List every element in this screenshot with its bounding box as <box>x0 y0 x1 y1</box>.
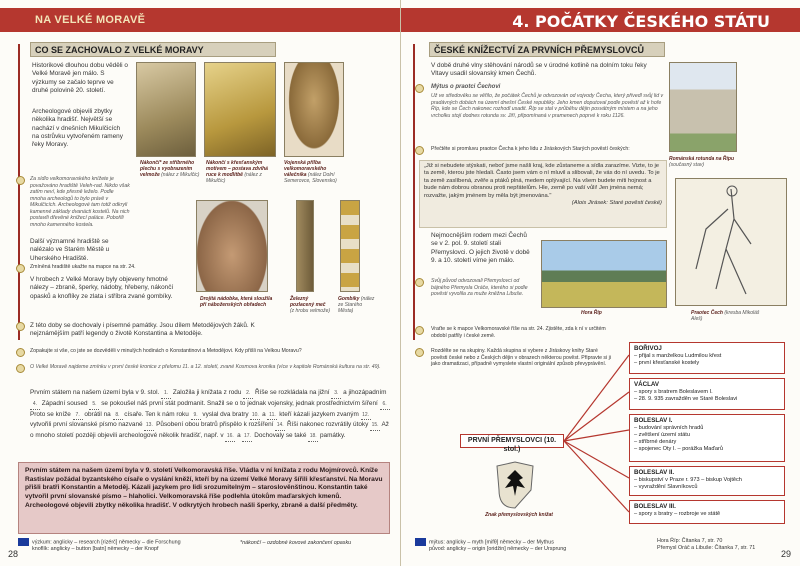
blank[interactable]: 14. <box>275 422 285 431</box>
caption-cech: Praotec Čech (kresba Mikoláš Aleš) <box>691 310 760 322</box>
chronicle-icon <box>16 364 25 373</box>
first-premyslids-label: PRVNÍ PŘEMYSLOVCI (10. stol.) <box>460 434 564 448</box>
strap-end-christian-photo <box>204 62 276 157</box>
blank[interactable]: 17. <box>242 433 252 442</box>
reader-references: Hora Říp: Čítanka 7, str. 70 Přemysl Oráč a Libuše: Čítanka 7, str. 71 <box>657 538 756 552</box>
eagle-crest-icon <box>493 458 537 510</box>
left-page-number: 28 <box>8 549 19 559</box>
map-reference: Zmíněná hradiště ukažte na mapce na str. 24. <box>30 264 136 270</box>
ruler-boleslav-2: BOLESLAV II. – biskupství v Praze r. 973 – biskup Vojtěch – vyvraždění Slavníkovců <box>629 466 785 496</box>
right-page-number: 29 <box>781 549 792 559</box>
right-page <box>400 0 800 566</box>
right-vocabulary: mýtus: anglicky – myth [mifθ] německy – der Mythus původ: anglicky – origin [oridžin] německy – der Ursprung <box>415 538 566 553</box>
caption-gombiky: Gombíky (nález ze Starého Města) <box>338 296 375 314</box>
right-section-title: ČESKÉ KNÍŽECTVÍ ZA PRVNÍCH PŘEMYSLOVCŮ <box>429 42 665 57</box>
left-vocabulary: výzkum: anglicky – research [rizérč] německy – die Forschung knoflík: anglicky – button [batn] německy – der Knopf <box>18 538 181 553</box>
ruler-vaclav: VÁCLAV – spory s bratrem Boleslavem I. – 28. 9. 935 zavražděn ve Staré Boleslavi <box>629 378 785 410</box>
blank[interactable]: 12. <box>361 412 371 421</box>
right-band-title: 4. POČÁTKY ČESKÉHO STÁTU <box>512 12 770 31</box>
mikulcice-note: Za sídlo velkomoravského knížete je považováno hradiště Veleh-rad. Nikdo však zatím neví, kde přesně leželo. Podle mnoha archeologů to bylo právě v Mikulčicích. Archeologové tam totiž odkryli kamenné základy dvanácti kostelů. Na nich postavili dřevěné knížecí paláce. Pobořili mnoho kamenného kostela. <box>30 176 130 228</box>
pupils-icon <box>16 322 25 331</box>
double-vessel-photo <box>196 200 268 292</box>
ruler-boleslav-3: BOLESLAV III. – spory s bratry – rozbroje ve státě <box>629 500 785 524</box>
note-icon <box>16 176 25 185</box>
group-task: Rozdělte se na skupiny. Každá skupina si vybere z Jiráskovy knihy Staré pověsti české nebo z Českých dějin v obrazech některou pověst. Připravte si ji jako dramatizaci, případně vymyslete vlastní originální způsob převyprávění. <box>431 348 611 367</box>
writing-text: Z této doby se dochovaly i písemné památky. Jsou dílem Metodějových žáků. K nejznámějším patří legendy o životě Konstantina a Metoděje. <box>30 322 255 338</box>
myth-title: Mýtus o praotci Čechovi <box>431 84 501 90</box>
caption-vessel: Drojitá nádobka, která sloužila při náboženských obřadech <box>200 296 273 308</box>
left-section-title: CO SE ZACHOVALO Z VELKÉ MORAVY <box>30 42 276 57</box>
finds-text: V hrobech z Velké Moravy byly objeveny hmotné nálezy – zbraně, šperky, nádoby, hřebeny, nákončí opasků a knoflíky ze zlata i stříbra zvané gombíky. <box>30 276 174 300</box>
map-icon <box>16 264 25 273</box>
chronicle-note: O Velké Moravě najdeme zmínku v první české kronice z přelomu 11. a 12. století, zvané Kosmova kronika (více v kapitole Románská kultura na str. 49). <box>30 364 381 370</box>
blank[interactable]: 11. <box>267 412 277 421</box>
blank[interactable]: 3. <box>331 390 341 399</box>
blank[interactable]: 2. <box>243 390 253 399</box>
caption-crest: Znak přemyslovských knížat <box>485 512 553 518</box>
blank[interactable]: 8. <box>113 412 123 421</box>
blank[interactable]: 5. <box>89 401 99 410</box>
eu-flag-icon-right <box>415 538 426 546</box>
eu-flag-icon <box>18 538 29 546</box>
caption-strap-end-2: Nákončí s křesťanským motivem – postava zdvíhá ruce k modlitbě (nález z Mikulčic) <box>206 160 268 184</box>
blank[interactable]: 16. <box>225 433 235 442</box>
blank[interactable]: 4. <box>30 401 40 410</box>
strap-end-silver-photo <box>136 62 196 157</box>
footnote: *nákončí – ozdobné kovové zakončení opasku <box>240 540 352 546</box>
ruler-boleslav-1: BOLESLAV I. – budování správních hradů – zvětšení území státu – stříbrné denáry – spojenec Oty I. – porážka Maďarů <box>629 414 785 462</box>
left-summary-box: Prvním státem na našem území byla v 9. století Velkomoravská říše. Vládla v ní knížata z rodu Mojmírovců. Kníže Rastislav požádal byzantského císaře o vyslání kněží, kteří by na území Velké Moravy šířili křesťanství. Na Moravu přišli bratři Konstantin a Metoděj. Kázali jazykem pro lidi srozumitelným – staroslověnštinou. Konstantin také vytvořil první slovanské písmo – hlaholici. Velkomoravská říše podlehla útokům maďarských kmenů. Archeologové objevili zbytky několika hradišť. V odkrytých hrobech našli šperky, zbraně a další předměty. <box>18 462 390 534</box>
premyslid-text: Nejmocnějším rodem mezi Čechů se v 2. pol. 9. století stali Přemyslovci. O jejich životě v době 9. a 10. století víme jen málo. <box>431 232 530 264</box>
gombiky-photo <box>340 200 360 292</box>
caption-sword: Železný pozlacený meč (z hrobu velmože) <box>290 296 331 314</box>
premyslid-crest <box>493 458 537 510</box>
blank[interactable]: 10. <box>250 412 260 421</box>
blank[interactable]: 15. <box>370 422 380 431</box>
quote-text: „Již si nebudete stýskati, neboť jsme našli kraj, kde zůstaneme a sídla zarazíme. Vizte, to je ta země, kterou jste hledali. Často jsem vám o ní mluvil a slibovali, že vás do ní uvedu. To je ta země zaslíbená, zvěře a ptáků plná, medem oplývající. Na všem budete míti hojnost a bude nám dobrou obranou proti nepřátelům. Hle, země po vaší vůli! Jen jména nemá; rozvažte, jakým jménem by měla být jmenována." <box>424 163 660 199</box>
intro-text: Historikové dlouhou dobu věděli o Velké Moravě jen málo. S výzkumy se začalo teprve ve druhé polovině 20. století. <box>32 62 128 94</box>
helmet-photo <box>284 62 344 157</box>
ruler-borivoj: BOŘIVOJ – přijal s manželkou Ludmilou křest – první křesťanské kostely <box>629 342 785 374</box>
archeology-text: Archeologové objevili zbytky několika hradišť. Největší se nachází v dnešních Mikulčicích na ostrůvku vytvořeném rameny řeky Moravy. <box>32 108 123 149</box>
blank[interactable]: 6. <box>380 401 390 410</box>
blank[interactable]: 1. <box>161 390 171 399</box>
map-prompt: Vraťte se k mapce Velkomoravské říše na str. 24. Zjistěte, zda k ní v určitém období patřily i české země. <box>431 326 606 339</box>
blank[interactable]: 7. <box>73 412 83 421</box>
left-margin-rule <box>18 44 20 340</box>
stare-mesto-text: Další významné hradiště se nalézalo ve Starém Městě u Uherského Hradiště. <box>30 238 110 262</box>
question-text: Zopakujte si vše, co jste se dozvěděli v minulých hodinách o Konstantinovi a Metodějovi. Kdy přišli na Velkou Moravu? <box>30 348 302 354</box>
caption-strap-end-1: Nákončí* ze stříbrného plechu s vyobrazením velmože (nález z Mikulčic) <box>140 160 200 178</box>
oracle-note: Svůj původ odvozovali Přemyslovci od bájného Přemysla Oráče, kterého si podle pověsti vyvolila za muže kněžna Libuše. <box>431 278 528 297</box>
caption-rip: Hora Říp <box>581 310 602 316</box>
blank[interactable]: 9. <box>191 412 201 421</box>
blank[interactable]: 13. <box>144 422 154 431</box>
caption-helmet: Vojenská přilba velkomoravského válečníka (nález Dolní Semerovce, Slovensko) <box>284 160 337 184</box>
caption-rotunda: Románská rotunda na Řípu (současný stav) <box>669 156 735 168</box>
right-intro: V době druhé vlny stěhování národů se v úrodné kotlině na dolním toku řeky Vltavy usadil slovanský kmen Čechů. <box>431 62 647 78</box>
quote-source: (Alois Jirásek: Staré pověsti české) <box>571 200 662 207</box>
sword-photo <box>296 200 314 292</box>
blank[interactable]: 18. <box>308 433 318 442</box>
left-band-title: NA VELKÉ MORAVĚ <box>35 14 146 26</box>
question-icon <box>16 348 25 357</box>
fill-in-exercise: Prvním státem na našem území byla v 9. stol. 1. Založila ji knížata z rodu 2. Říše se rozkládala na jižní 3. a jihozápadním 4. Západní soused 5. se pokoušel náš první stát podmanit. Snažil se o to jednak vojensky, jednak prostřednictvím šíření 6. Proto se kníže 7. obrátil na 8. císaře. Ten k nám roku 9. vyslal dva bratry 10. a 11. kteří kázali jazykem zvaným 12. vytvořili první slovanské písmo nazvané 13. Působení obou bratrů přispělo k rozšíření 14. Říši nakonec rozvrátily útoky 15. Až o mnoho století později objevili archeologové několik hradišť, např. v 16. a 17. Dochovaly se také 18. památky. <box>30 388 390 442</box>
reading-prompt: Přečtěte si promluvu praotce Čecha k jeho lidu z Jiráskových Starých pověstí českých: <box>431 146 630 152</box>
myth-text: Už ve středověku se věřilo, že počátek Čechů je odvozován od vojvody Čecha, který přivedl svůj lid v pradávných dobách na území dnešní České republiky. Jeho kmen doputoval podle pověstí až k hoře Říp, kde se Čech nakonec rozhodl usadit. Říp se stal v průběhu dějin posvátným místem a na jeho vrcholku stojí dodnes rotunda sv. Jiří, připomínaná v pramenech poprvé k roku 1126. <box>431 93 664 119</box>
